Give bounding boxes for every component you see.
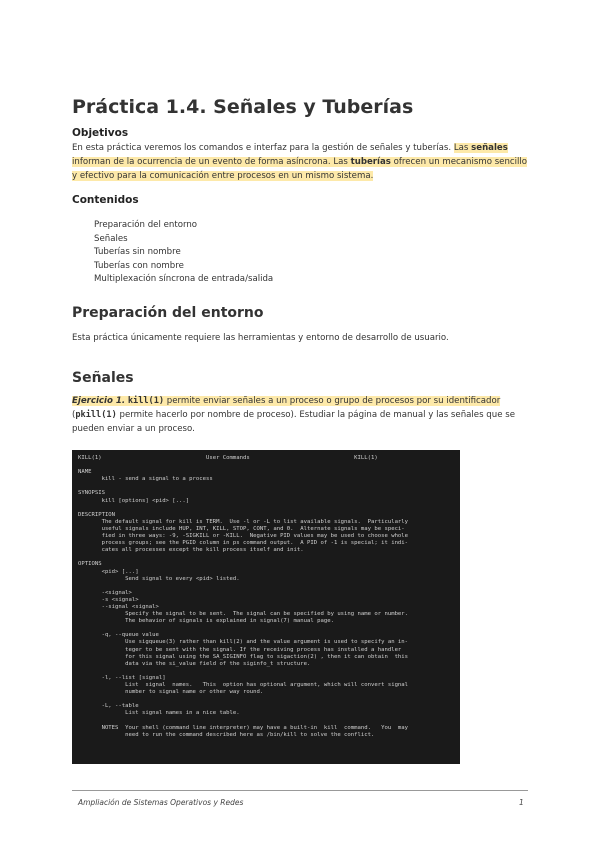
ejercicio-text1: permite enviar señales a un proceso o grupo de procesos por su identificador — [164, 396, 501, 406]
ejercicio-1-text — [72, 394, 528, 436]
paren-open: ( — [72, 410, 76, 420]
man-page-text: KILL(1) User Commands KILL(1) NAME kill - send a signal to a process SYNOPSIS kill [options] <pid> [...] DESCRIPTION The default signal for kill is TERM. Use -l or -L to list available signals. Particularly useful signals include HUP, INT, KILL, STOP, CONT, and 0. Alternate signals may be speci- fied in three ways: -9, -SIGKILL or -KILL. Negative PID values may be used to choose whole process groups; see the PGID column in ps command output. A PID of -1 is special; it indi- cates all processes except the kill process itself and init. OPTIONS <pid> [...] Send signal to every <pid> listed. -<signal> -s <signal> --signal <signal> Specify the signal to be sent. The signal can be specified by using name or number. The behavior of signals is explained in signal(7) manual page. -q, --queue value Use sigqueue(3) rather than kill(2) and the value argument is used to specify an in- teger to be sent with the signal. If the receiving process has installed a handler for this signal using the SA_SIGINFO flag to sigaction(2) , then it can obtain this data via the si_value field of the siginfo_t structure. -l, --list [signal] List signal names. This option has optional argument, which will convert signal number to signal name or other way round. -L, --table List signal names in a nice table. NOTES Your shell (command line interpreter) may have a built-in kill command. You may need to run the command described here as /bin/kill to solve the conflict. — [78, 455, 409, 738]
list-item: Multiplexación síncrona de entrada/salida — [94, 274, 274, 285]
pkill-command: pkill(1) — [75, 410, 117, 420]
contenidos-heading: Contenidos — [72, 194, 139, 206]
preparacion-text: Esta práctica únicamente requiere las herramientas y entorno de desarrollo de usuario. — [72, 333, 449, 343]
list-item: Tuberías sin nombre — [94, 247, 181, 258]
footer-divider — [72, 790, 528, 791]
ejercicio-label: Ejercicio 1. — [72, 396, 126, 406]
objetivos-text-a: En esta práctica veremos los comandos e interfaz para la gestión de señales y tuberías. — [72, 143, 452, 153]
ejercicio-highlight — [72, 396, 500, 406]
ejercicio-text2: permite hacerlo por nombre de proceso). Estudiar la página de manual y las señales que se pueden enviar a un proceso. — [72, 410, 515, 434]
list-item: Preparación del entorno — [94, 220, 198, 230]
footer-course: Ampliación de Sistemas Operativos y Redes — [78, 798, 244, 807]
contenidos-list — [94, 219, 273, 287]
senales-bold: señales — [471, 143, 508, 153]
objetivos-text-b2: informan de la ocurrencia de un evento de forma asíncrona. Las — [72, 157, 351, 167]
objetivos-text-b3: ofrecen un mecanismo sencillo y efectivo para la comunicación entre procesos en un mismo sistema. — [72, 157, 528, 181]
footer-page-number: 1 — [519, 798, 524, 807]
page-title: Práctica 1.4. Señales y Tuberías — [72, 96, 414, 118]
list-item: Tuberías con nombre — [94, 260, 184, 271]
senales-heading: Señales — [72, 370, 134, 386]
tuberias-bold: tuberías — [350, 157, 391, 167]
objetivos-text-b1: Las — [453, 143, 472, 153]
objetivos-heading: Objetivos — [72, 127, 129, 139]
man-page-screenshot — [72, 450, 460, 764]
preparacion-heading: Preparación del entorno — [72, 305, 264, 321]
list-item: Señales — [94, 233, 128, 244]
objetivos-text — [72, 141, 528, 183]
kill-command: kill(1) — [127, 396, 165, 406]
